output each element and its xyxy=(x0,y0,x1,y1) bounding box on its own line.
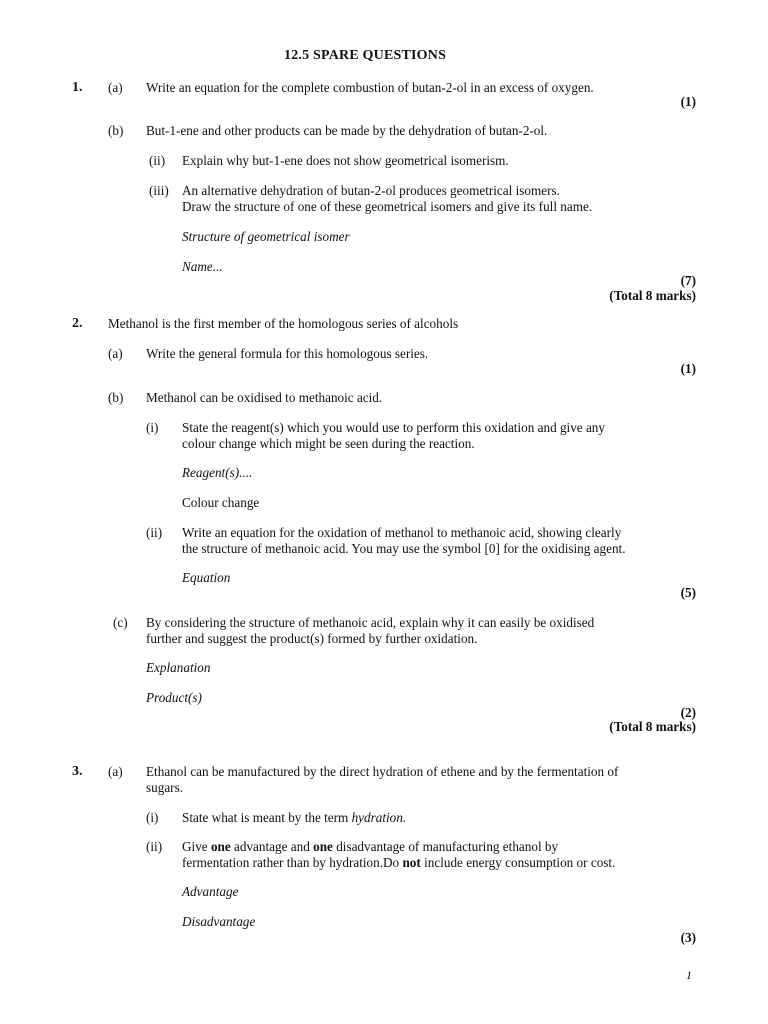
q3-ai-label: (i) xyxy=(146,810,159,825)
q1-bii-text: Explain why but-1-ene does not show geometrical isomerism. xyxy=(182,153,509,168)
q3-a-marks: (3) xyxy=(680,930,696,945)
q3-aii-one1: one xyxy=(210,839,231,854)
q2-bii-line2: the structure of methanoic acid. You may use the symbol [0] for the oxidising agent. xyxy=(182,541,626,556)
q3-aii-l1-a: Give xyxy=(182,839,211,854)
q3-aii-l2-a: fermentation rather than by hydration.Do xyxy=(182,855,403,870)
q3-a-line1: Ethanol can be manufactured by the direct hydration of ethene and by the fermentation of xyxy=(146,764,619,779)
q2-explanation-prompt: Explanation xyxy=(146,660,211,675)
q3-advantage-prompt: Advantage xyxy=(182,884,239,899)
q1-b-marks: (7) xyxy=(680,273,696,288)
q2-reagent-prompt: Reagent(s).... xyxy=(182,465,253,480)
q1-structure-prompt: Structure of geometrical isomer xyxy=(182,229,350,244)
q1-number: 1. xyxy=(72,80,83,95)
q3-aii-label: (ii) xyxy=(146,839,163,854)
q2-c-line1: By considering the structure of methanoic acid, explain why it can easily be oxidised xyxy=(146,615,595,630)
q3-aii-l1-c: disadvantage of manufacturing ethanol by xyxy=(332,839,559,854)
q3-number: 3. xyxy=(72,764,83,779)
q2-c-label: (c) xyxy=(113,615,128,630)
q3-ai-text-pre: State what is meant by the term xyxy=(182,810,352,825)
q2-b-text: Methanol can be oxidised to methanoic acid. xyxy=(146,390,383,405)
q2-a-marks: (1) xyxy=(680,361,696,376)
q1-name-prompt: Name... xyxy=(182,259,223,274)
q2-bii-line1: Write an equation for the oxidation of methanol to methanoic acid, showing clearly xyxy=(182,525,622,540)
q2-b-label: (b) xyxy=(108,390,124,405)
q1-b-label: (b) xyxy=(108,123,124,138)
q3-disadvantage-prompt: Disadvantage xyxy=(182,914,256,929)
q1-a-label: (a) xyxy=(108,80,123,95)
q3-a-line2: sugars. xyxy=(146,780,183,795)
q2-a-text: Write the general formula for this homologous series. xyxy=(146,346,429,361)
q3-ai-text xyxy=(182,810,406,826)
q3-aii-line1 xyxy=(182,839,558,855)
q2-number: 2. xyxy=(72,316,83,331)
q2-total: (Total 8 marks) xyxy=(609,719,696,734)
q3-a-label: (a) xyxy=(108,764,123,779)
q1-bii-label: (ii) xyxy=(149,153,166,168)
q3-aii-line2 xyxy=(182,855,615,871)
q1-total: (Total 8 marks) xyxy=(609,288,696,303)
q2-c-marks: (2) xyxy=(680,705,696,720)
q2-bii-label: (ii) xyxy=(146,525,163,540)
q3-aii-l1-b: advantage and xyxy=(230,839,314,854)
page-title: 12.5 SPARE QUESTIONS xyxy=(284,48,447,63)
q1-biii-label: (iii) xyxy=(149,183,169,198)
q1-a-text: Write an equation for the complete combustion of butan-2-ol in an excess of oxygen. xyxy=(146,80,594,95)
q3-ai-term: hydration. xyxy=(351,810,407,825)
page-number: 1 xyxy=(686,968,692,982)
q2-a-label: (a) xyxy=(108,346,123,361)
q2-products-prompt: Product(s) xyxy=(146,690,202,705)
q2-colour-prompt: Colour change xyxy=(182,495,260,510)
q2-bi-line1: State the reagent(s) which you would use to perform this oxidation and give any xyxy=(182,420,605,435)
q2-c-line2: further and suggest the product(s) formed by further oxidation. xyxy=(146,631,478,646)
q3-aii-one2: one xyxy=(313,839,333,854)
q1-biii-line1: An alternative dehydration of butan-2-ol produces geometrical isomers. xyxy=(182,183,560,198)
q3-aii-not: not xyxy=(402,855,421,870)
q2-bi-line2: colour change which might be seen during the reaction. xyxy=(182,436,475,451)
q2-equation-prompt: Equation xyxy=(182,570,231,585)
q1-b-text: But-1-ene and other products can be made by the dehydration of butan-2-ol. xyxy=(146,123,548,138)
q1-biii-line2: Draw the structure of one of these geometrical isomers and give its full name. xyxy=(182,199,593,214)
q1-a-marks: (1) xyxy=(680,94,696,109)
q2-bi-label: (i) xyxy=(146,420,159,435)
q2-b-marks: (5) xyxy=(680,585,696,600)
q3-aii-l2-b: include energy consumption or cost. xyxy=(420,855,616,870)
q2-intro: Methanol is the first member of the homologous series of alcohols xyxy=(108,316,459,331)
